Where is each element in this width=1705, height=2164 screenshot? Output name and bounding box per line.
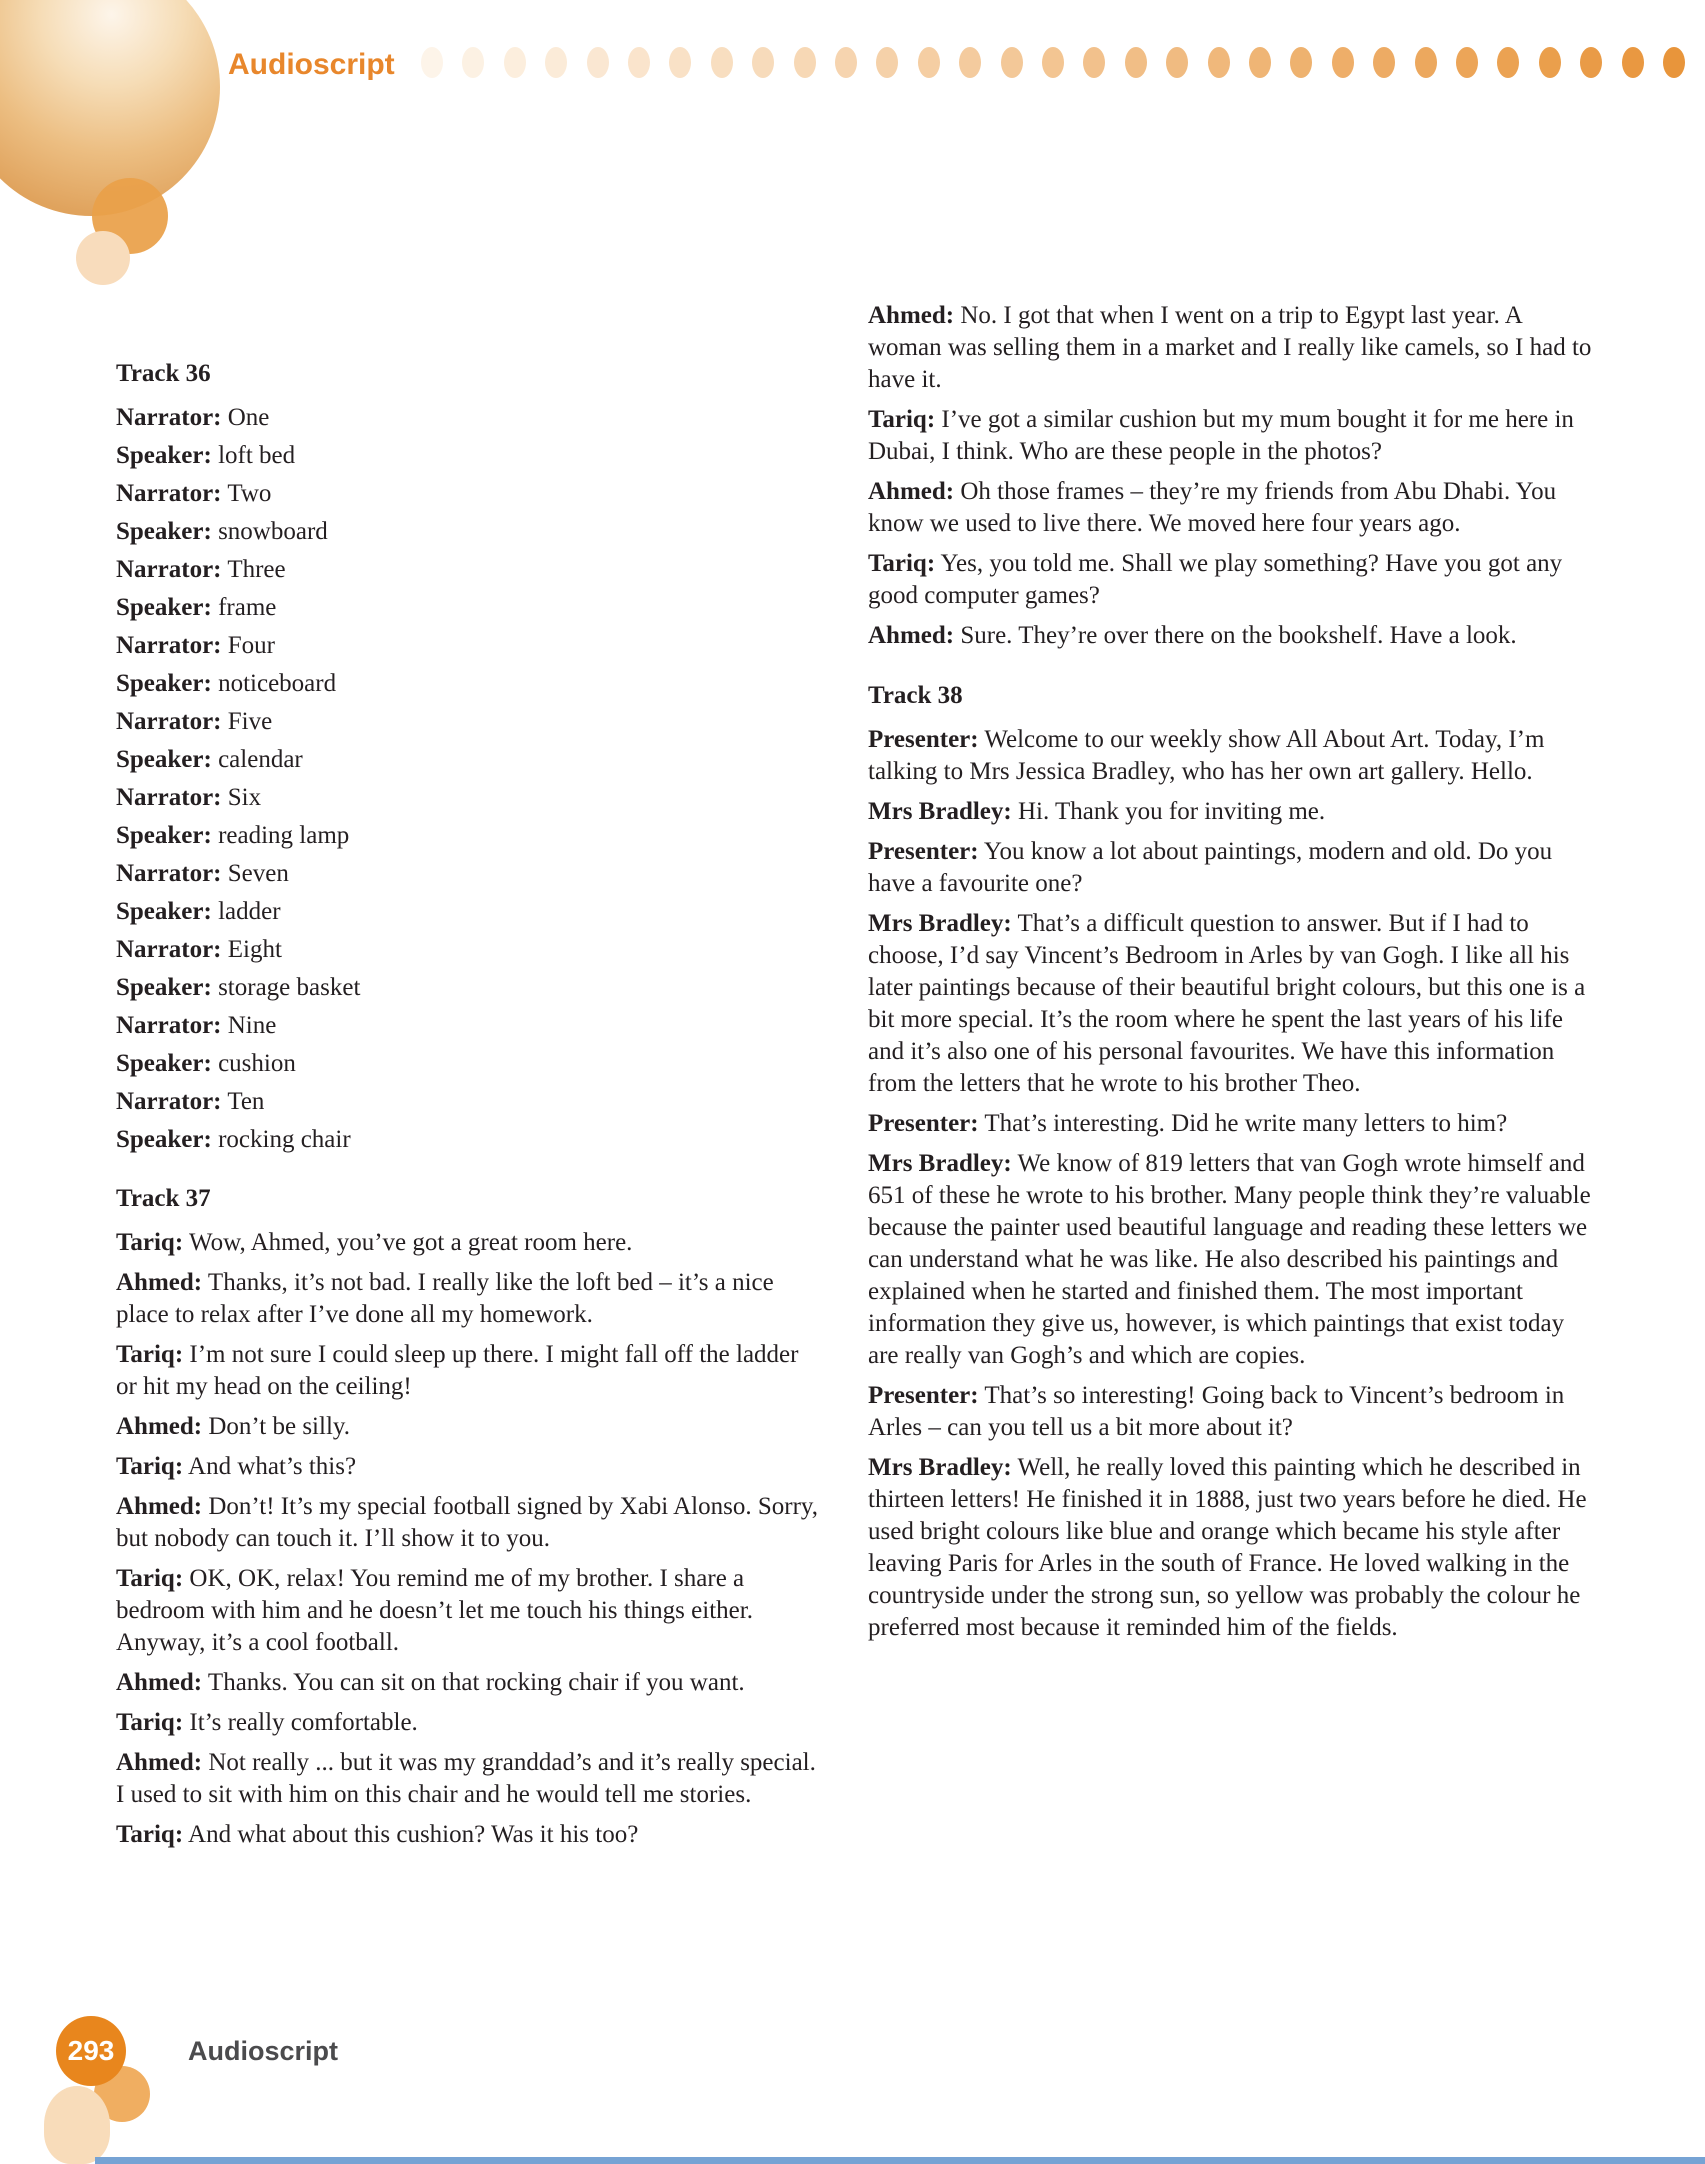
- speaker-text: Nine: [227, 1012, 277, 1039]
- header-dot: [959, 47, 981, 78]
- speaker-text: loft bed: [218, 442, 296, 469]
- track-36-line: [116, 972, 821, 1003]
- track-36-line: [116, 554, 821, 585]
- speaker-label: Speaker:: [116, 1126, 212, 1153]
- header-dot: [1125, 47, 1147, 78]
- track-36-line: [116, 668, 821, 699]
- dialogue-line: [116, 1563, 821, 1659]
- track-36-line: [116, 934, 821, 965]
- speaker-label: Narrator:: [116, 1088, 222, 1115]
- speaker-label: Presenter:: [868, 1110, 979, 1137]
- speaker-label: Tariq:: [116, 1709, 184, 1736]
- dialogue-line: [868, 724, 1598, 788]
- track-36-line: [116, 516, 821, 547]
- speaker-label: Presenter:: [868, 726, 979, 753]
- speaker-text: snowboard: [218, 518, 328, 545]
- speaker-label: Ahmed:: [116, 1669, 203, 1696]
- dialogue-line: [868, 404, 1598, 468]
- track-36-list: [116, 402, 821, 1155]
- dialogue-text: Don’t! It’s my special football signed by Xabi Alonso. Sorry, but nobody can touch it. I’ll show it to you.: [116, 1493, 819, 1552]
- track-37-dialogue-continued: [868, 300, 1598, 652]
- dialogue-text: You know a lot about paintings, modern and old. Do you have a favourite one?: [868, 838, 1553, 897]
- track-37-dialogue: [116, 1227, 821, 1851]
- header-dot: [1083, 47, 1105, 78]
- dialogue-line: [868, 620, 1598, 652]
- speaker-label: Ahmed:: [116, 1413, 203, 1440]
- dialogue-line: [868, 1108, 1598, 1140]
- speaker-text: frame: [218, 594, 277, 621]
- track-36-line: [116, 1086, 821, 1117]
- dialogue-line: [116, 1747, 821, 1811]
- header-dot: [1042, 47, 1064, 78]
- speaker-label: Ahmed:: [116, 1269, 203, 1296]
- track-36-line: [116, 744, 821, 775]
- footer-section-label: Audioscript: [188, 2036, 339, 2066]
- track-36-line: [116, 478, 821, 509]
- dialogue-line: [868, 476, 1598, 540]
- dialogue-text: Don’t be silly.: [208, 1413, 351, 1440]
- dialogue-text: Wow, Ahmed, you’ve got a great room here.: [188, 1229, 633, 1256]
- dialogue-line: [116, 1339, 821, 1403]
- speaker-label: Mrs Bradley:: [868, 1150, 1012, 1177]
- speaker-label: Ahmed:: [868, 622, 955, 649]
- dialogue-text: That’s a difficult question to answer. But if I had to choose, I’d say Vincent’s Bedroom in Arles by van Gogh. I like all his later paintings because of their beautiful bright colours, but this one is a bit more special. It’s the room where he spent the last years of his life and it’s also one of his personal favourites. We have this information from the letters that he wrote to his brother Theo.: [868, 910, 1586, 1097]
- speaker-text: Seven: [227, 860, 289, 887]
- speaker-label: Ahmed:: [116, 1493, 203, 1520]
- header-dot: [711, 47, 733, 78]
- track-36-line: [116, 1010, 821, 1041]
- track-36-heading: Track 36: [116, 360, 211, 387]
- header-dots: [421, 47, 1705, 79]
- header-dot: [504, 47, 526, 78]
- speaker-label: Narrator:: [116, 784, 222, 811]
- dialogue-line: [116, 1819, 821, 1851]
- header-dot: [545, 47, 567, 78]
- header-dot: [1290, 47, 1312, 78]
- dialogue-text: It’s really comfortable.: [189, 1709, 418, 1736]
- speaker-text: Ten: [227, 1088, 265, 1115]
- speaker-label: Speaker:: [116, 898, 212, 925]
- track-36-line: [116, 782, 821, 813]
- speaker-label: Speaker:: [116, 670, 212, 697]
- track-36-line: [116, 896, 821, 927]
- speaker-label: Speaker:: [116, 974, 212, 1001]
- header-dot: [918, 47, 940, 78]
- dialogue-line: [116, 1491, 821, 1555]
- dialogue-text: Hi. Thank you for inviting me.: [1017, 798, 1326, 825]
- speaker-text: Four: [227, 632, 275, 659]
- track-36-line: [116, 630, 821, 661]
- speaker-label: Speaker:: [116, 822, 212, 849]
- dialogue-line: [116, 1227, 821, 1259]
- speaker-text: noticeboard: [218, 670, 337, 697]
- dialogue-line: [868, 796, 1598, 828]
- speaker-label: Tariq:: [116, 1821, 184, 1848]
- header-dot: [421, 47, 443, 78]
- dialogue-text: Yes, you told me. Shall we play something? Have you got any good computer games?: [868, 550, 1563, 609]
- dialogue-text: That’s so interesting! Going back to Vincent’s bedroom in Arles – can you tell us a bit more about it?: [868, 1382, 1565, 1441]
- speaker-label: Tariq:: [868, 406, 936, 433]
- dialogue-text: And what’s this?: [188, 1453, 357, 1480]
- dialogue-line: [868, 1380, 1598, 1444]
- header-dot: [1166, 47, 1188, 78]
- speaker-text: Three: [227, 556, 286, 583]
- dialogue-line: [116, 1667, 821, 1699]
- header-dot: [1497, 47, 1519, 78]
- dialogue-line: [116, 1267, 821, 1331]
- track-36-line: [116, 592, 821, 623]
- speaker-text: reading lamp: [218, 822, 350, 849]
- speaker-label: Speaker:: [116, 442, 212, 469]
- header-dot: [835, 47, 857, 78]
- right-column: [868, 300, 1598, 1652]
- header-dot: [1456, 47, 1478, 78]
- speaker-label: Presenter:: [868, 838, 979, 865]
- header-dot: [876, 47, 898, 78]
- dialogue-line: [868, 908, 1598, 1100]
- dialogue-text: No. I got that when I went on a trip to Egypt last year. A woman was selling them in a market and I really like camels, so I had to have it.: [868, 302, 1592, 393]
- dialogue-line: [116, 1707, 821, 1739]
- header-dot: [1663, 47, 1685, 78]
- dialogue-line: [116, 1411, 821, 1443]
- speaker-text: rocking chair: [218, 1126, 351, 1153]
- header-dot: [1539, 47, 1561, 78]
- speaker-label: Tariq:: [116, 1229, 184, 1256]
- speaker-text: ladder: [218, 898, 281, 925]
- speaker-text: cushion: [218, 1050, 296, 1077]
- speaker-text: Two: [227, 480, 272, 507]
- speaker-label: Mrs Bradley:: [868, 798, 1012, 825]
- page-number-badge: [56, 2016, 126, 2086]
- dialogue-line: [116, 1451, 821, 1483]
- page-number: 293: [67, 2035, 115, 2066]
- speaker-label: Narrator:: [116, 632, 222, 659]
- speaker-label: Ahmed:: [868, 302, 955, 329]
- dialogue-text: OK, OK, relax! You remind me of my brother. I share a bedroom with him and he doesn’t let me touch his things either. Anyway, it’s a cool football.: [116, 1565, 753, 1656]
- dialogue-line: [868, 300, 1598, 396]
- speaker-text: One: [227, 404, 270, 431]
- dialogue-text: I’ve got a similar cushion but my mum bought it for me here in Dubai, I think. Who are these people in the photos?: [868, 406, 1574, 465]
- dialogue-text: Not really ... but it was my granddad’s and it’s really special. I used to sit with him on this chair and he would tell me stories.: [116, 1749, 816, 1808]
- track-36-line: [116, 1048, 821, 1079]
- speaker-label: Tariq:: [868, 550, 936, 577]
- header-dot: [1373, 47, 1395, 78]
- dialogue-text: We know of 819 letters that van Gogh wrote himself and 651 of these he wrote to his brother. Many people think they’re valuable because the painter used beautiful language and reading these letters we can understand what he was like. He also described his paintings and explained when he started and finished them. The most important information they give us, however, is which paintings that exist today are really van Gogh’s and which are copies.: [868, 1150, 1591, 1369]
- header-dot: [1580, 47, 1602, 78]
- bottom-blue-bar: [95, 2157, 1705, 2164]
- dialogue-line: [868, 1452, 1598, 1644]
- speaker-text: Six: [227, 784, 262, 811]
- speaker-label: Tariq:: [116, 1453, 184, 1480]
- speaker-label: Narrator:: [116, 860, 222, 887]
- speaker-label: Tariq:: [116, 1565, 184, 1592]
- header-dot: [462, 47, 484, 78]
- speaker-label: Mrs Bradley:: [868, 910, 1012, 937]
- footer-person-decoration: [44, 2086, 110, 2164]
- speaker-label: Ahmed:: [116, 1749, 203, 1776]
- speaker-label: Narrator:: [116, 1012, 222, 1039]
- dialogue-text: Thanks. You can sit on that rocking chair if you want.: [207, 1669, 745, 1696]
- track-36-line: [116, 1124, 821, 1155]
- dialogue-line: [868, 836, 1598, 900]
- dialogue-text: That’s interesting. Did he write many letters to him?: [984, 1110, 1508, 1137]
- header-dot: [669, 47, 691, 78]
- left-column: [116, 360, 821, 1859]
- speaker-label: Narrator:: [116, 556, 222, 583]
- speaker-label: Speaker:: [116, 1050, 212, 1077]
- dialogue-text: Well, he really loved this painting which he described in thirteen letters! He finished it in 1888, just two years before he died. He used bright colours like blue and orange which became his style after leaving Paris for Arles in the south of France. He loved walking in the countryside under the strong sun, so yellow was probably the colour he preferred most because it reminded him of the fields.: [868, 1454, 1587, 1641]
- speaker-text: Five: [227, 708, 273, 735]
- dialogue-text: Sure. They’re over there on the bookshelf. Have a look.: [960, 622, 1517, 649]
- dialogue-text: I’m not sure I could sleep up there. I might fall off the ladder or hit my head on the ceiling!: [116, 1341, 799, 1400]
- dialogue-text: Thanks, it’s not bad. I really like the loft bed – it’s a nice place to relax after I’ve done all my homework.: [116, 1269, 774, 1328]
- header-dot: [1249, 47, 1271, 78]
- header-dot: [628, 47, 650, 78]
- dialogue-line: [868, 1148, 1598, 1372]
- dialogue-line: [868, 548, 1598, 612]
- track-36-line: [116, 858, 821, 889]
- speaker-label: Mrs Bradley:: [868, 1454, 1012, 1481]
- dialogue-text: Oh those frames – they’re my friends from Abu Dhabi. You know we used to live there. We moved here four years ago.: [868, 478, 1557, 537]
- header-dot: [1415, 47, 1437, 78]
- page-title: Audioscript: [228, 48, 395, 81]
- track-37-heading: Track 37: [116, 1185, 211, 1212]
- header-dot: [1001, 47, 1023, 78]
- track-36-line: [116, 440, 821, 471]
- speaker-label: Ahmed:: [868, 478, 955, 505]
- track-38-dialogue: [868, 724, 1598, 1644]
- track-36-line: [116, 820, 821, 851]
- light-circle-decoration: [76, 231, 130, 285]
- speaker-label: Tariq:: [116, 1341, 184, 1368]
- header-dot: [794, 47, 816, 78]
- speaker-text: Eight: [227, 936, 282, 963]
- speaker-label: Speaker:: [116, 518, 212, 545]
- header-dot: [587, 47, 609, 78]
- header-dot: [752, 47, 774, 78]
- track-36-line: [116, 402, 821, 433]
- speaker-text: storage basket: [218, 974, 361, 1001]
- speaker-label: Narrator:: [116, 404, 222, 431]
- dialogue-text: Welcome to our weekly show All About Art. Today, I’m talking to Mrs Jessica Bradley, who has her own art gallery. Hello.: [868, 726, 1545, 785]
- track-36-line: [116, 706, 821, 737]
- header-dot: [1208, 47, 1230, 78]
- header-dot: [1332, 47, 1354, 78]
- speaker-label: Speaker:: [116, 594, 212, 621]
- speaker-text: calendar: [218, 746, 303, 773]
- speaker-label: Narrator:: [116, 936, 222, 963]
- speaker-label: Narrator:: [116, 708, 222, 735]
- header-dot: [1622, 47, 1644, 78]
- speaker-label: Narrator:: [116, 480, 222, 507]
- dialogue-text: And what about this cushion? Was it his too?: [188, 1821, 639, 1848]
- speaker-label: Speaker:: [116, 746, 212, 773]
- speaker-label: Presenter:: [868, 1382, 979, 1409]
- track-38-heading: Track 38: [868, 682, 963, 709]
